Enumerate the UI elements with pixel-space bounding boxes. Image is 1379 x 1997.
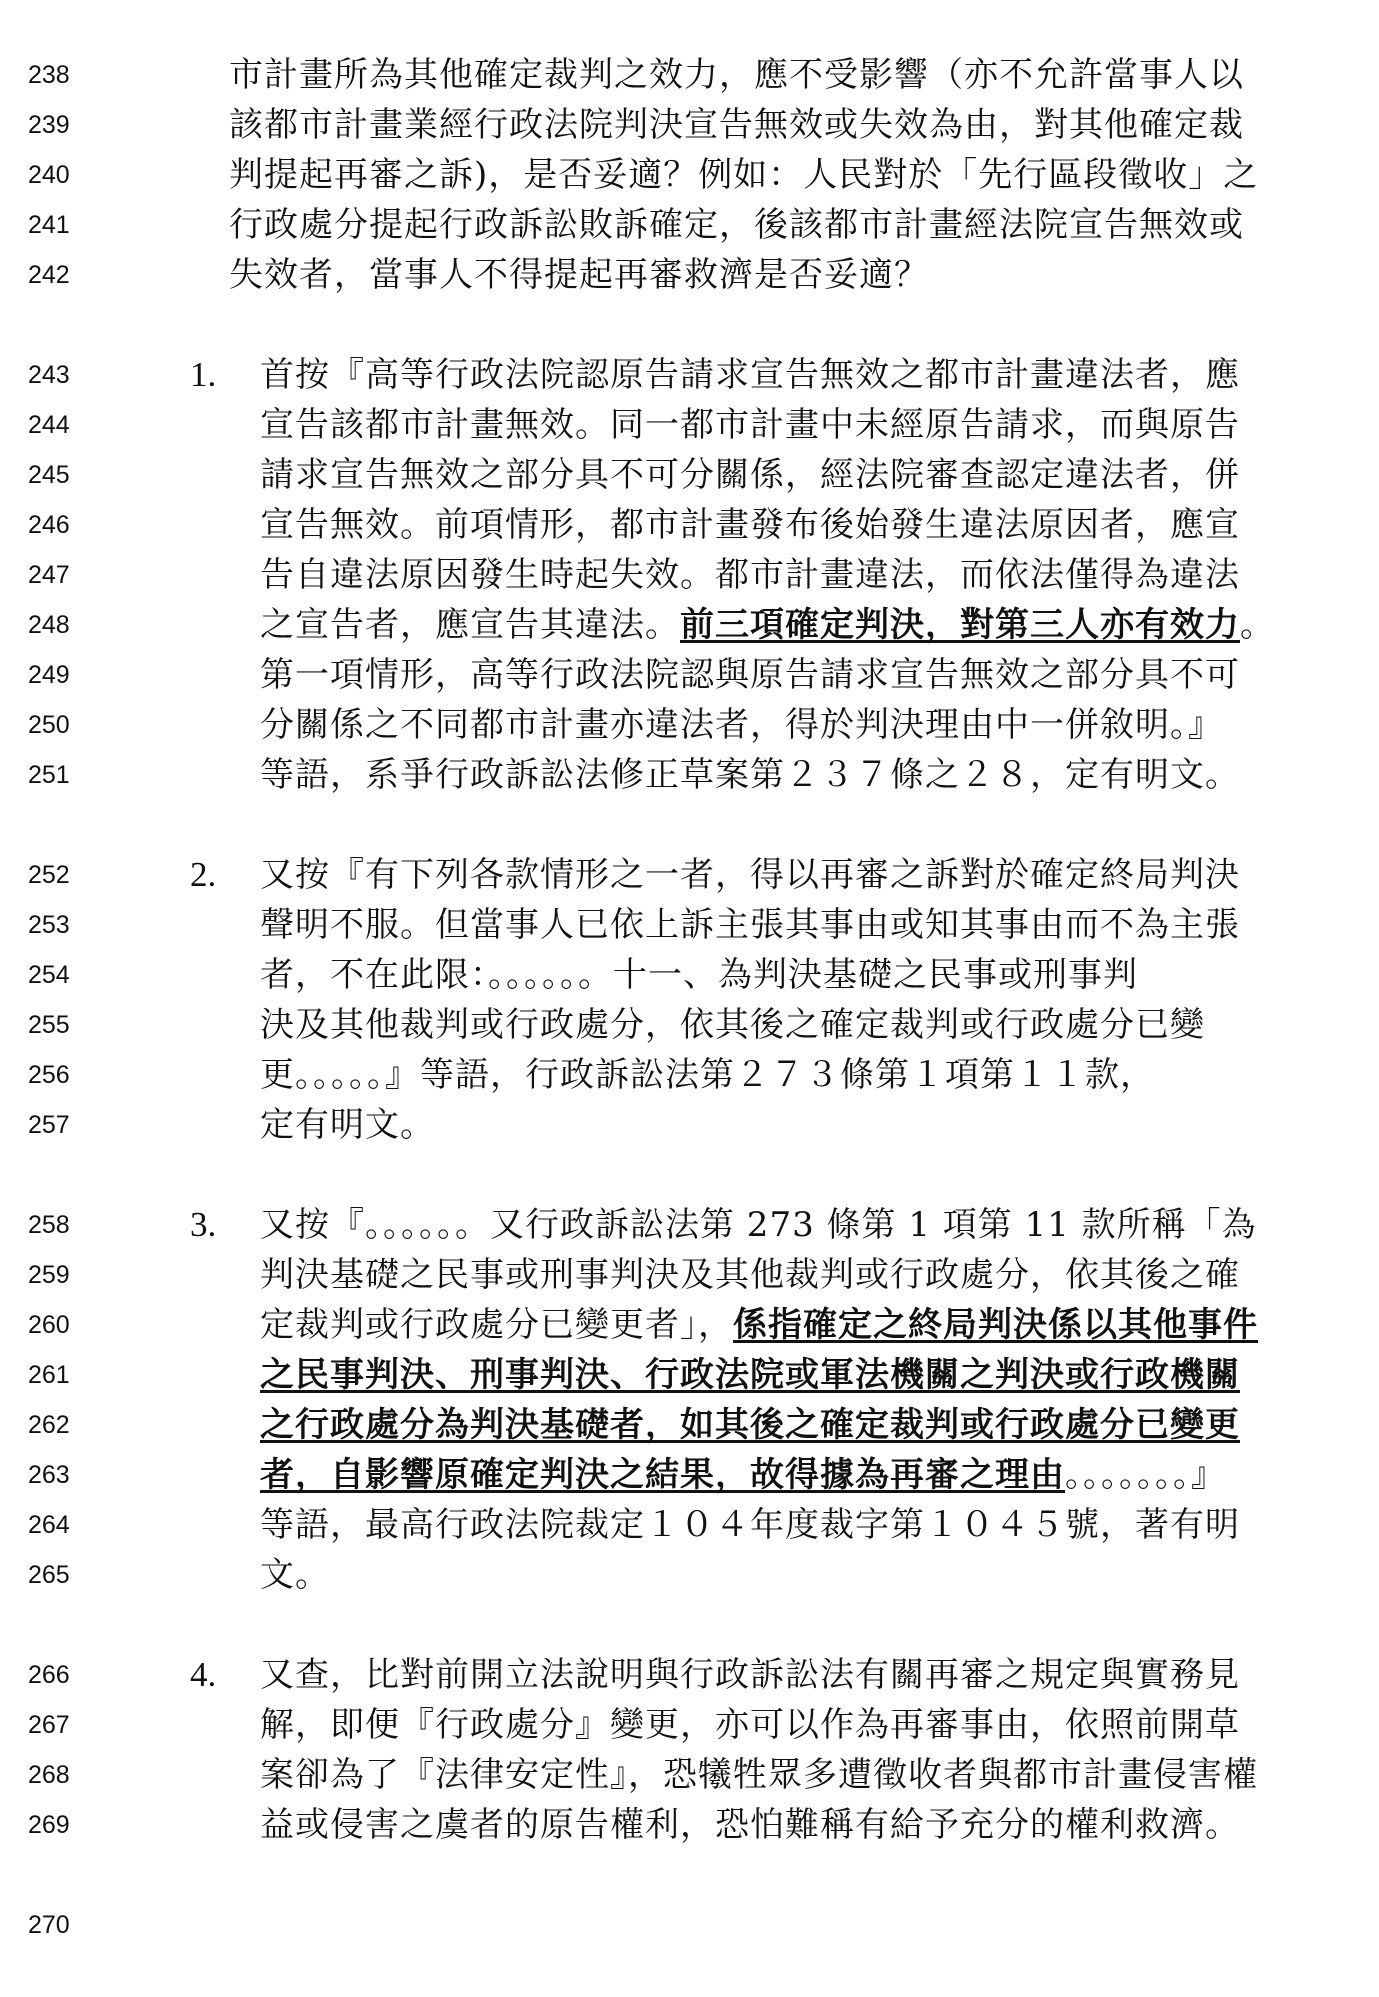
item-number: 1. [190, 355, 217, 394]
line-number: 245 [28, 461, 70, 489]
item-number: 2. [190, 855, 217, 894]
line-number: 248 [28, 611, 70, 639]
line-number: 264 [28, 1511, 70, 1539]
line-number: 246 [28, 511, 70, 539]
line-number: 241 [28, 211, 70, 239]
item-1-line: 分關係之不同都市計畫亦違法者，得於判決理由中一併敘明。』 [260, 705, 1223, 745]
line-number: 258 [28, 1211, 70, 1239]
line-number: 243 [28, 361, 70, 389]
item-1-line: 首按『高等行政法院認原告請求宣告無效之都市計畫違法者，應 [260, 355, 1240, 395]
line-number: 242 [28, 261, 70, 289]
line-number: 267 [28, 1711, 70, 1739]
line-number: 244 [28, 411, 70, 439]
line-number: 247 [28, 561, 70, 589]
item-2-line: 決及其他裁判或行政處分，依其後之確定裁判或行政處分已變 [260, 1005, 1205, 1045]
item-4-line: 益或侵害之虞者的原告權利，恐怕難稱有給予充分的權利救濟。 [260, 1805, 1240, 1845]
item-4-line: 解，即便『行政處分』變更，亦可以作為再審事由，依照前開草 [260, 1705, 1240, 1745]
line-number: 256 [28, 1061, 70, 1089]
line-number: 259 [28, 1261, 70, 1289]
line-number: 269 [28, 1811, 70, 1839]
item-1-line: 請求宣告無效之部分具不可分關係，經法院審查認定違法者，併 [260, 455, 1240, 495]
item-2-line: 聲明不服。但當事人已依上訴主張其事由或知其事由而不為主張 [260, 905, 1240, 945]
item-2-line: 又按『有下列各款情形之一者，得以再審之訴對於確定終局判決 [260, 855, 1240, 895]
emphasized-text: 係指確定之終局判決係以其他事件 [733, 1305, 1258, 1345]
emphasized-text: 者，自影響原確定判決之結果，故得據為再審之理由 [260, 1455, 1065, 1495]
line-number: 251 [28, 761, 70, 789]
line-number: 252 [28, 861, 70, 889]
line-number: 250 [28, 711, 70, 739]
item-1-line: 宣告無效。前項情形，都市計畫發布後始發生違法原因者，應宣 [260, 505, 1240, 545]
line-number: 268 [28, 1761, 70, 1789]
intro-line: 市計畫所為其他確定裁判之效力，應不受影響（亦不允許當事人以 [229, 55, 1244, 95]
item-2-line: 者，不在此限：。。。。。。十一、為判決基礎之民事或刑事判 [260, 955, 1138, 995]
item-4-line: 案卻為了『法律安定性』，恐犧牲眾多遭徵收者與都市計畫侵害權 [260, 1755, 1258, 1795]
line-number: 257 [28, 1111, 70, 1139]
line-number: 266 [28, 1661, 70, 1689]
item-3-line: 判決基礎之民事或刑事判決及其他裁判或行政處分，依其後之確 [260, 1255, 1240, 1295]
item-number: 4. [190, 1655, 217, 1694]
emphasized-text: 之行政處分為判決基礎者，如其後之確定裁判或行政處分已變更 [260, 1405, 1240, 1445]
item-3-line: 等語，最高行政法院裁定１０４年度裁字第１０４５號，著有明 [260, 1505, 1240, 1545]
line-number: 265 [28, 1561, 70, 1589]
line-number: 249 [28, 661, 70, 689]
line-number: 239 [28, 111, 70, 139]
item-3-text: 定裁判或行政處分已變更者」， [260, 1305, 733, 1345]
line-number: 270 [28, 1911, 70, 1939]
item-1-line: 等語，系爭行政訴訟法修正草案第２３７條之２８，定有明文。 [260, 755, 1240, 795]
item-1-text: 。 [1240, 605, 1275, 645]
line-number: 261 [28, 1361, 70, 1389]
item-3-line [260, 1455, 1226, 1495]
line-number: 262 [28, 1411, 70, 1439]
item-1-text: 之宣告者，應宣告其違法。 [260, 605, 680, 645]
emphasized-text: 之民事判決、刑事判決、行政法院或軍法機關之判決或行政機關 [260, 1355, 1240, 1395]
item-3-text: 。。。。。。。』 [1065, 1455, 1226, 1495]
item-1-line: 告自違法原因發生時起失效。都市計畫違法，而依法僅得為違法 [260, 555, 1240, 595]
line-number: 238 [28, 61, 70, 89]
intro-line: 行政處分提起行政訴訟敗訴確定，後該都市計畫經法院宣告無效或 [229, 205, 1244, 245]
intro-line: 判提起再審之訴)，是否妥適？例如：人民對於「先行區段徵收」之 [229, 155, 1259, 195]
item-2-line: 更。。。。。』等語，行政訴訟法第２７３條第１項第１１款， [260, 1055, 1155, 1095]
line-number: 255 [28, 1011, 70, 1039]
item-1-line [260, 605, 1275, 645]
item-number: 3. [190, 1205, 217, 1244]
emphasized-text: 前三項確定判決，對第三人亦有效力 [680, 605, 1240, 645]
intro-line: 該都市計畫業經行政法院判決宣告無效或失效為由，對其他確定裁 [229, 105, 1244, 145]
item-3-line [260, 1305, 1258, 1345]
line-number: 254 [28, 961, 70, 989]
line-number: 240 [28, 161, 70, 189]
item-1-line: 宣告該都市計畫無效。同一都市計畫中未經原告請求，而與原告 [260, 405, 1240, 445]
line-number: 260 [28, 1311, 70, 1339]
intro-line: 失效者，當事人不得提起再審救濟是否妥適？ [229, 255, 929, 295]
item-3-line: 文。 [260, 1555, 330, 1595]
item-2-line: 定有明文。 [260, 1105, 435, 1145]
item-4-line: 又查，比對前開立法說明與行政訴訟法有關再審之規定與實務見 [260, 1655, 1240, 1695]
item-3-line: 又按『。。。。。。又行政訴訟法第 273 條第 1 項第 11 款所稱「為 [260, 1205, 1257, 1245]
item-1-line: 第一項情形，高等行政法院認與原告請求宣告無效之部分具不可 [260, 655, 1240, 695]
line-number: 263 [28, 1461, 70, 1489]
line-number: 253 [28, 911, 70, 939]
